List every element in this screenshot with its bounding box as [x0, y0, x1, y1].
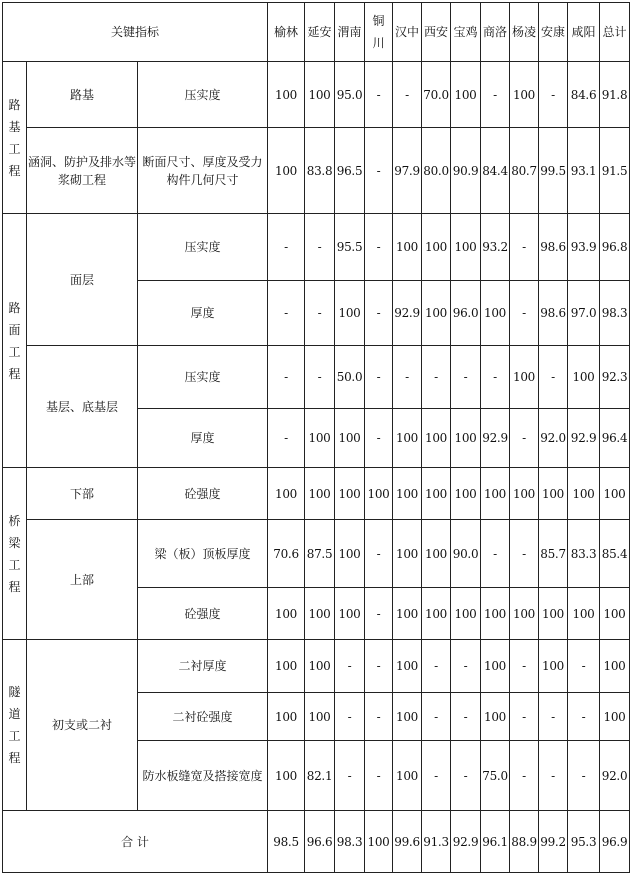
value-cell: 96.8 — [600, 214, 630, 281]
value-cell: 80.7 — [510, 128, 539, 214]
value-cell: - — [539, 62, 568, 128]
value-cell: - — [510, 520, 539, 588]
value-cell: 100 — [305, 588, 335, 640]
indicator-label: 压实度 — [138, 346, 268, 409]
total-value-cell: 100 — [365, 811, 393, 873]
value-cell: - — [568, 741, 600, 811]
total-value-cell: 96.6 — [305, 811, 335, 873]
value-cell: 98.3 — [600, 281, 630, 346]
value-cell: 91.5 — [600, 128, 630, 214]
value-cell: 100 — [422, 520, 451, 588]
value-cell: 100 — [365, 468, 393, 520]
value-cell: 95.0 — [335, 62, 365, 128]
value-cell: 100 — [451, 468, 481, 520]
header-row — [3, 3, 630, 62]
indicator-label: 断面尺寸、厚度及受力构件几何尺寸 — [138, 128, 268, 214]
value-cell: 100 — [335, 588, 365, 640]
value-cell: - — [510, 640, 539, 693]
value-cell: - — [568, 693, 600, 741]
value-cell: - — [335, 693, 365, 741]
value-cell: 100 — [305, 409, 335, 468]
value-cell: - — [268, 281, 305, 346]
value-cell: - — [268, 214, 305, 281]
header-city: 商洛 — [481, 3, 510, 62]
value-cell: - — [510, 693, 539, 741]
value-cell: - — [539, 346, 568, 409]
value-cell: 100 — [481, 588, 510, 640]
value-cell: 90.0 — [451, 520, 481, 588]
total-value-cell: 96.1 — [481, 811, 510, 873]
value-cell: 100 — [600, 693, 630, 741]
value-cell: - — [539, 741, 568, 811]
value-cell: - — [451, 741, 481, 811]
total-value-cell: 98.3 — [335, 811, 365, 873]
value-cell: 100 — [335, 520, 365, 588]
value-cell: 100 — [422, 214, 451, 281]
value-cell: - — [268, 346, 305, 409]
value-cell: - — [305, 346, 335, 409]
value-cell: 84.6 — [568, 62, 600, 128]
value-cell: - — [481, 520, 510, 588]
value-cell: 100 — [539, 468, 568, 520]
indicator-label: 二衬厚度 — [138, 640, 268, 693]
indicator-label: 二衬砼强度 — [138, 693, 268, 741]
value-cell: - — [568, 640, 600, 693]
total-value-cell: 95.3 — [568, 811, 600, 873]
group-label: 初支或二衬 — [27, 640, 138, 811]
indicator-label: 厚度 — [138, 281, 268, 346]
value-cell: 100 — [422, 468, 451, 520]
value-cell: - — [539, 693, 568, 741]
table-row — [3, 346, 630, 409]
group-label: 面层 — [27, 214, 138, 346]
value-cell: - — [365, 214, 393, 281]
value-cell: 100 — [600, 468, 630, 520]
value-cell: - — [365, 588, 393, 640]
value-cell: 85.4 — [600, 520, 630, 588]
value-cell: 100 — [393, 741, 422, 811]
value-cell: 100 — [335, 409, 365, 468]
value-cell: 100 — [393, 693, 422, 741]
value-cell: - — [335, 640, 365, 693]
indicator-label: 压实度 — [138, 214, 268, 281]
value-cell: 100 — [539, 588, 568, 640]
value-cell: 100 — [600, 640, 630, 693]
value-cell: - — [365, 520, 393, 588]
table-row — [3, 62, 630, 128]
header-city: 汉中 — [393, 3, 422, 62]
group-label: 路基 — [27, 62, 138, 128]
value-cell: 100 — [481, 468, 510, 520]
value-cell: 92.9 — [481, 409, 510, 468]
value-cell: 100 — [305, 468, 335, 520]
value-cell: 92.9 — [568, 409, 600, 468]
indicator-label: 砼强度 — [138, 468, 268, 520]
value-cell: 96.4 — [600, 409, 630, 468]
total-value-cell: 91.3 — [422, 811, 451, 873]
header-city: 宝鸡 — [451, 3, 481, 62]
value-cell: 100 — [481, 640, 510, 693]
value-cell: 91.8 — [600, 62, 630, 128]
total-value-cell: 88.9 — [510, 811, 539, 873]
group-label: 基层、底基层 — [27, 346, 138, 468]
value-cell: 100 — [335, 281, 365, 346]
value-cell: 100 — [305, 640, 335, 693]
value-cell: - — [510, 214, 539, 281]
value-cell: - — [510, 281, 539, 346]
value-cell: 100 — [568, 468, 600, 520]
value-cell: - — [422, 693, 451, 741]
total-value-cell: 98.5 — [268, 811, 305, 873]
value-cell: 84.4 — [481, 128, 510, 214]
value-cell: - — [481, 346, 510, 409]
value-cell: 100 — [451, 214, 481, 281]
indicator-label: 厚度 — [138, 409, 268, 468]
header-city: 榆林 — [268, 3, 305, 62]
value-cell: 98.6 — [539, 281, 568, 346]
value-cell: - — [365, 281, 393, 346]
value-cell: 100 — [422, 281, 451, 346]
value-cell: 100 — [393, 409, 422, 468]
table-body — [3, 3, 630, 873]
value-cell: 90.9 — [451, 128, 481, 214]
value-cell: 97.0 — [568, 281, 600, 346]
value-cell: - — [393, 62, 422, 128]
table-row — [3, 520, 630, 588]
quality-indicator-table — [2, 2, 630, 873]
value-cell: - — [510, 409, 539, 468]
table-row — [3, 640, 630, 693]
header-city: 咸阳 — [568, 3, 600, 62]
value-cell: - — [305, 281, 335, 346]
header-city: 延安 — [305, 3, 335, 62]
value-cell: 100 — [600, 588, 630, 640]
indicator-label: 压实度 — [138, 62, 268, 128]
value-cell: 82.1 — [305, 741, 335, 811]
header-city: 杨凌 — [510, 3, 539, 62]
value-cell: 100 — [268, 640, 305, 693]
table-row — [3, 214, 630, 281]
header-city: 总计 — [600, 3, 630, 62]
value-cell: 83.3 — [568, 520, 600, 588]
value-cell: - — [365, 62, 393, 128]
indicator-label: 梁（板）顶板厚度 — [138, 520, 268, 588]
value-cell: 95.5 — [335, 214, 365, 281]
value-cell: 93.1 — [568, 128, 600, 214]
value-cell: - — [305, 214, 335, 281]
value-cell: - — [268, 409, 305, 468]
value-cell: 75.0 — [481, 741, 510, 811]
value-cell: 100 — [451, 588, 481, 640]
value-cell: - — [365, 346, 393, 409]
total-label: 合 计 — [3, 811, 268, 873]
value-cell: 87.5 — [305, 520, 335, 588]
value-cell: 100 — [422, 409, 451, 468]
header-key-indicator: 关键指标 — [3, 3, 268, 62]
value-cell: 70.6 — [268, 520, 305, 588]
section-label: 隧道工程 — [3, 640, 27, 811]
value-cell: 83.8 — [305, 128, 335, 214]
group-label: 下部 — [27, 468, 138, 520]
value-cell: - — [481, 62, 510, 128]
value-cell: - — [365, 409, 393, 468]
value-cell: 100 — [481, 693, 510, 741]
value-cell: - — [451, 346, 481, 409]
value-cell: 100 — [393, 214, 422, 281]
total-value-cell: 99.6 — [393, 811, 422, 873]
value-cell: 100 — [335, 468, 365, 520]
value-cell: 85.7 — [539, 520, 568, 588]
value-cell: - — [451, 693, 481, 741]
value-cell: 96.0 — [451, 281, 481, 346]
value-cell: - — [365, 741, 393, 811]
value-cell: 100 — [393, 588, 422, 640]
header-city: 渭南 — [335, 3, 365, 62]
value-cell: 100 — [268, 693, 305, 741]
value-cell: 100 — [510, 62, 539, 128]
value-cell: 100 — [268, 588, 305, 640]
value-cell: 98.6 — [539, 214, 568, 281]
table-row — [3, 128, 630, 214]
section-label: 路基工程 — [3, 62, 27, 214]
value-cell: 100 — [568, 588, 600, 640]
value-cell: - — [510, 741, 539, 811]
value-cell: 50.0 — [335, 346, 365, 409]
value-cell: 100 — [422, 588, 451, 640]
indicator-label: 砼强度 — [138, 588, 268, 640]
value-cell: - — [422, 741, 451, 811]
value-cell: 100 — [451, 62, 481, 128]
value-cell: 100 — [539, 640, 568, 693]
value-cell: - — [393, 346, 422, 409]
value-cell: 93.2 — [481, 214, 510, 281]
value-cell: 100 — [451, 409, 481, 468]
value-cell: 100 — [510, 468, 539, 520]
section-label: 桥梁工程 — [3, 468, 27, 640]
value-cell: 100 — [393, 640, 422, 693]
total-value-cell: 99.2 — [539, 811, 568, 873]
value-cell: 100 — [481, 281, 510, 346]
value-cell: - — [335, 741, 365, 811]
value-cell: 100 — [568, 346, 600, 409]
value-cell: 100 — [305, 693, 335, 741]
value-cell: 100 — [305, 62, 335, 128]
table-row — [3, 468, 630, 520]
value-cell: 97.9 — [393, 128, 422, 214]
value-cell: 100 — [268, 468, 305, 520]
value-cell: - — [365, 128, 393, 214]
value-cell: 80.0 — [422, 128, 451, 214]
group-label: 上部 — [27, 520, 138, 640]
value-cell: 100 — [268, 62, 305, 128]
value-cell: 92.0 — [600, 741, 630, 811]
total-row — [3, 811, 630, 873]
section-label: 路面工程 — [3, 214, 27, 468]
value-cell: 92.3 — [600, 346, 630, 409]
header-city: 铜川 — [365, 3, 393, 62]
value-cell: 92.0 — [539, 409, 568, 468]
indicator-label: 防水板缝宽及搭接宽度 — [138, 741, 268, 811]
total-value-cell: 92.9 — [451, 811, 481, 873]
total-value-cell: 96.9 — [600, 811, 630, 873]
value-cell: 70.0 — [422, 62, 451, 128]
value-cell: 100 — [268, 128, 305, 214]
header-city: 西安 — [422, 3, 451, 62]
value-cell: 92.9 — [393, 281, 422, 346]
value-cell: 100 — [268, 741, 305, 811]
value-cell: 100 — [393, 468, 422, 520]
value-cell: 100 — [393, 520, 422, 588]
header-city: 安康 — [539, 3, 568, 62]
group-label: 涵洞、防护及排水等浆砌工程 — [27, 128, 138, 214]
value-cell: - — [422, 346, 451, 409]
value-cell: 99.5 — [539, 128, 568, 214]
value-cell: - — [451, 640, 481, 693]
value-cell: - — [422, 640, 451, 693]
value-cell: 100 — [510, 588, 539, 640]
value-cell: 100 — [510, 346, 539, 409]
value-cell: 96.5 — [335, 128, 365, 214]
value-cell: - — [365, 693, 393, 741]
value-cell: 93.9 — [568, 214, 600, 281]
value-cell: - — [365, 640, 393, 693]
